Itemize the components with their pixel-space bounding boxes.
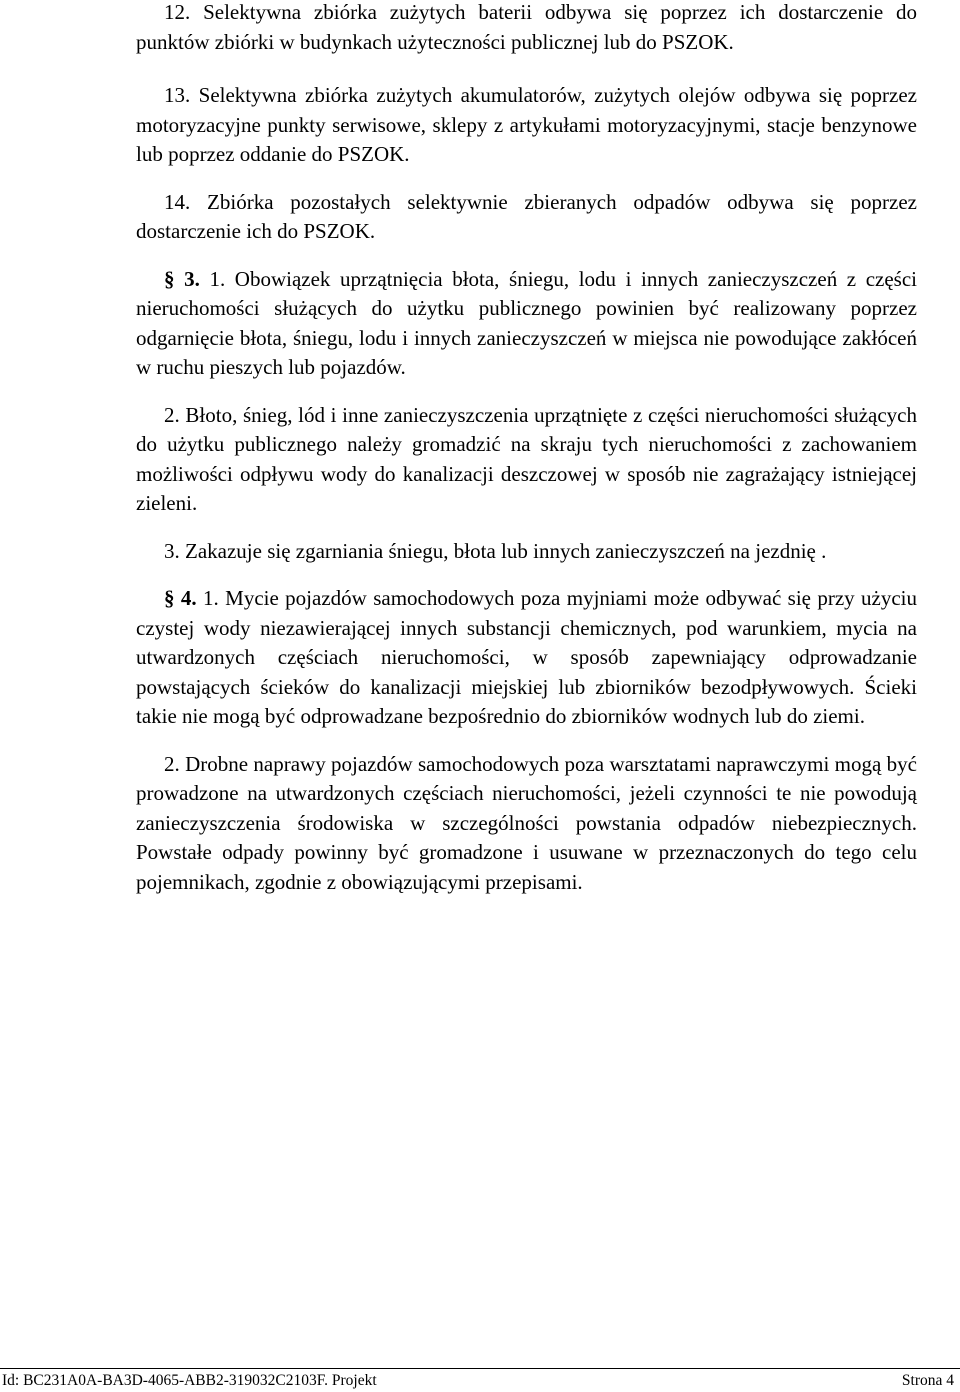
paragraph-number: 14. xyxy=(164,189,191,214)
paragraph-number: 13. xyxy=(164,83,191,107)
paragraph-text: Selektywna zbiórka zużytych baterii odbywa się poprzez ich dostarczenie do punktów zbiórki w budynkach użyteczności publicznej lub do PSZOK. xyxy=(136,0,917,54)
paragraph-number: 1. xyxy=(209,266,226,291)
paragraph-number: 12. xyxy=(164,0,191,24)
paragraph-text: Drobne naprawy pojazdów samochodowych poza warsztatami naprawczymi mogą być prowadzone na utwardzonych częściach nieruchomości, jeżeli czynności te nie powodują zanieczyszczenia środowiska w szczególności powstania odpadów niebezpiecznych. Powstałe odpady powinny być gromadzone i usuwane w przeznaczonych do tego celu pojemnikach, zgodnie z obowiązującymi przepisami. xyxy=(136,751,917,894)
section-3-paragraph-1 xyxy=(136,265,917,383)
document-body xyxy=(136,0,917,897)
page-number: Strona 4 xyxy=(901,1372,954,1389)
paragraph-text: Zakazuje się zgarniania śniegu, błota lub innych zanieczyszczeń na jezdnię . xyxy=(179,538,827,563)
paragraph-13 xyxy=(136,81,917,170)
paragraph-text: Mycie pojazdów samochodowych poza myjniami może odbywać się przy użyciu czystej wody niezawierającej innych substancji chemicznych, pod warunkiem, mycia na utwardzonych częściach nieruchomości, w sposób zapewniający odprowadzanie powstających ścieków do kanalizacji miejskiej lub zbiorników bezodpływowych. Ścieki takie nie mogą być odprowadzane bezpośrednio do zbiorników wodnych lub do ziemi. xyxy=(136,586,918,728)
section-mark: § 3. xyxy=(164,266,200,291)
paragraph-number: 2. xyxy=(164,402,180,427)
paragraph-14 xyxy=(136,188,917,247)
paragraph-12 xyxy=(136,0,917,57)
paragraph-text: Błoto, śnieg, lód i inne zanieczyszczenia uprzątnięte z części nieruchomości służących do użytku publicznego należy gromadzić na skraju tych nieruchomości z zachowaniem możliwości odpływu wody do kanalizacji deszczowej w sposób nie zagrażający istniejącej zieleni. xyxy=(136,402,917,515)
document-id: Id: BC231A0A-BA3D-4065-ABB2-319032C2103F. Projekt xyxy=(2,1372,377,1389)
section-3-paragraph-3 xyxy=(136,537,917,567)
paragraph-number: 3. xyxy=(164,538,180,563)
paragraph-text: Selektywna zbiórka zużytych akumulatorów, zużytych olejów odbywa się poprzez motoryzacyjne punkty serwisowe, sklepy z artykułami motoryzacyjnymi, stacje benzynowe lub poprzez oddanie do PSZOK. xyxy=(136,83,917,166)
paragraph-text: Zbiórka pozostałych selektywnie zbieranych odpadów odbywa się poprzez dostarczenie ich do PSZOK. xyxy=(136,189,917,243)
section-4-paragraph-1 xyxy=(136,584,917,732)
paragraph-text: Obowiązek uprzątnięcia błota, śniegu, lodu i innych zanieczyszczeń z części nieruchomości służących do użytku publicznego powinien być realizowany poprzez odgarnięcie błota, śniegu, lodu i innych zanieczyszczeń w miejsca nie powodujące zakłóceń w ruchu pieszych lub pojazdów. xyxy=(136,266,917,379)
page-footer xyxy=(0,1368,960,1392)
paragraph-number: 2. xyxy=(164,751,180,776)
section-3-paragraph-2 xyxy=(136,401,917,519)
paragraph-number: 1. xyxy=(203,586,219,610)
section-mark: § 4. xyxy=(164,586,197,610)
section-4-paragraph-2 xyxy=(136,750,917,898)
